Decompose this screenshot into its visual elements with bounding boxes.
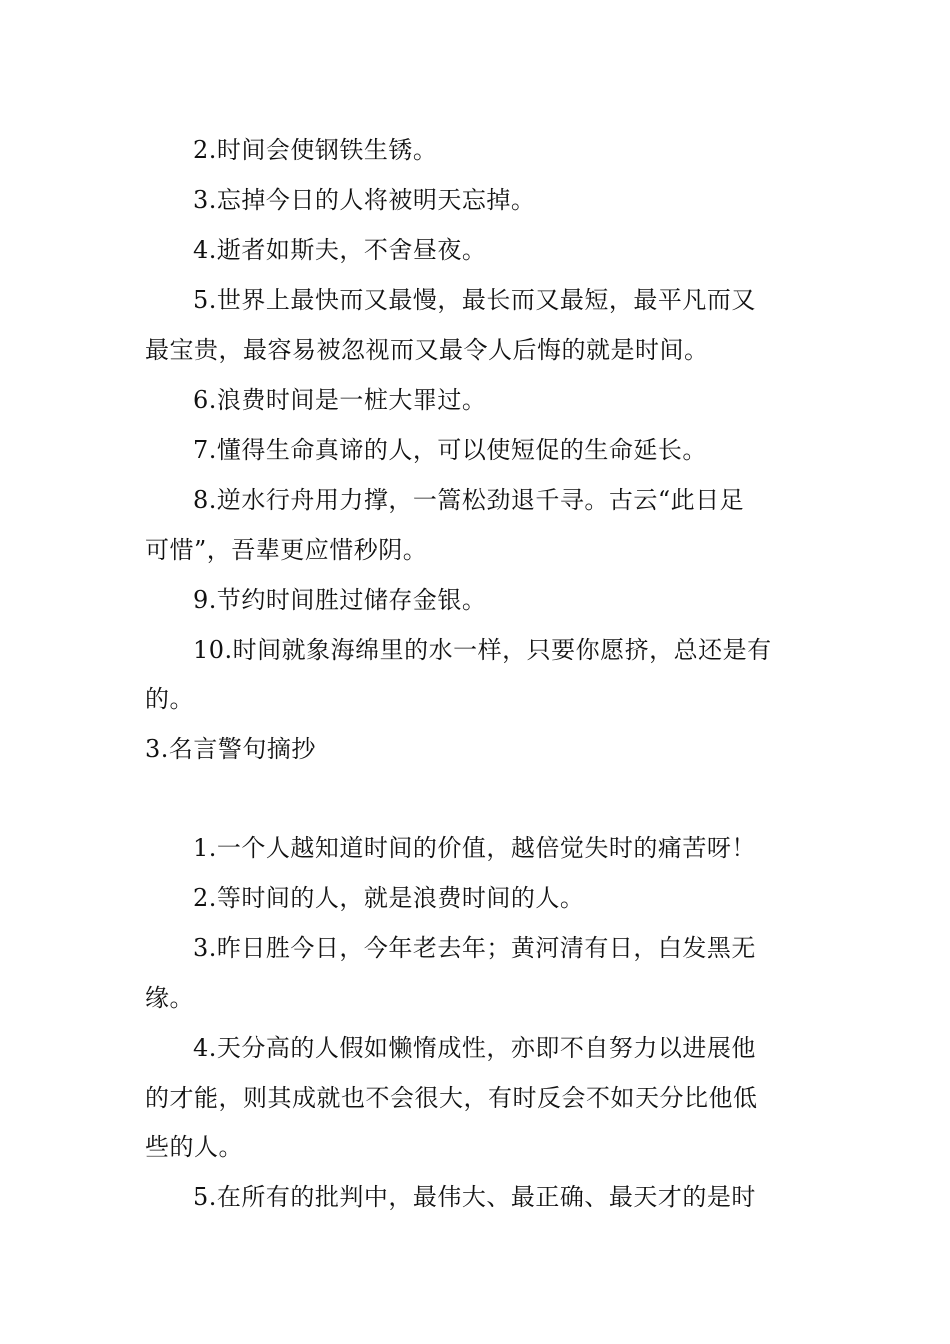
quote-line: 3.忘掉今日的人将被明天忘掉。	[193, 186, 536, 214]
quote-line: 8.逆水行舟用力撑，一篙松劲退千寻。古云“此日足	[193, 486, 745, 514]
quote-line: 3.昨日胜今日，今年老去年；黄河清有日，白发黑无	[193, 934, 756, 962]
quote-line: 6.浪费时间是一桩大罪过。	[193, 386, 487, 414]
quote-line: 2.等时间的人，就是浪费时间的人。	[193, 884, 585, 912]
quote-line: 4.逝者如斯夫，不舍昼夜。	[193, 236, 487, 264]
quote-line: 10.时间就象海绵里的水一样，只要你愿挤，总还是有	[193, 636, 772, 664]
quote-line: 缘。	[145, 984, 194, 1012]
quote-line: 2.时间会使钢铁生锈。	[193, 136, 438, 164]
quote-line: 些的人。	[145, 1133, 243, 1161]
quote-line: 1.一个人越知道时间的价值，越倍觉失时的痛苦呀！	[193, 834, 756, 862]
quote-line: 的。	[145, 685, 194, 713]
quote-line: 7.懂得生命真谛的人，可以使短促的生命延长。	[193, 436, 707, 464]
quote-line: 4.天分高的人假如懒惰成性，亦即不自努力以进展他	[193, 1034, 756, 1062]
quote-line: 5.世界上最快而又最慢，最长而又最短，最平凡而又	[193, 286, 756, 314]
quote-line: 最宝贵，最容易被忽视而又最令人后悔的就是时间。	[145, 336, 709, 364]
quote-line: 可惜”，吾辈更应惜秒阴。	[145, 536, 428, 564]
quote-line: 的才能，则其成就也不会很大，有时反会不如天分比他低	[145, 1084, 758, 1112]
quote-line: 5.在所有的批判中，最伟大、最正确、最天才的是时	[193, 1183, 756, 1211]
section-heading: 3.名言警句摘抄	[145, 735, 316, 763]
quote-line: 9.节约时间胜过储存金银。	[193, 586, 487, 614]
